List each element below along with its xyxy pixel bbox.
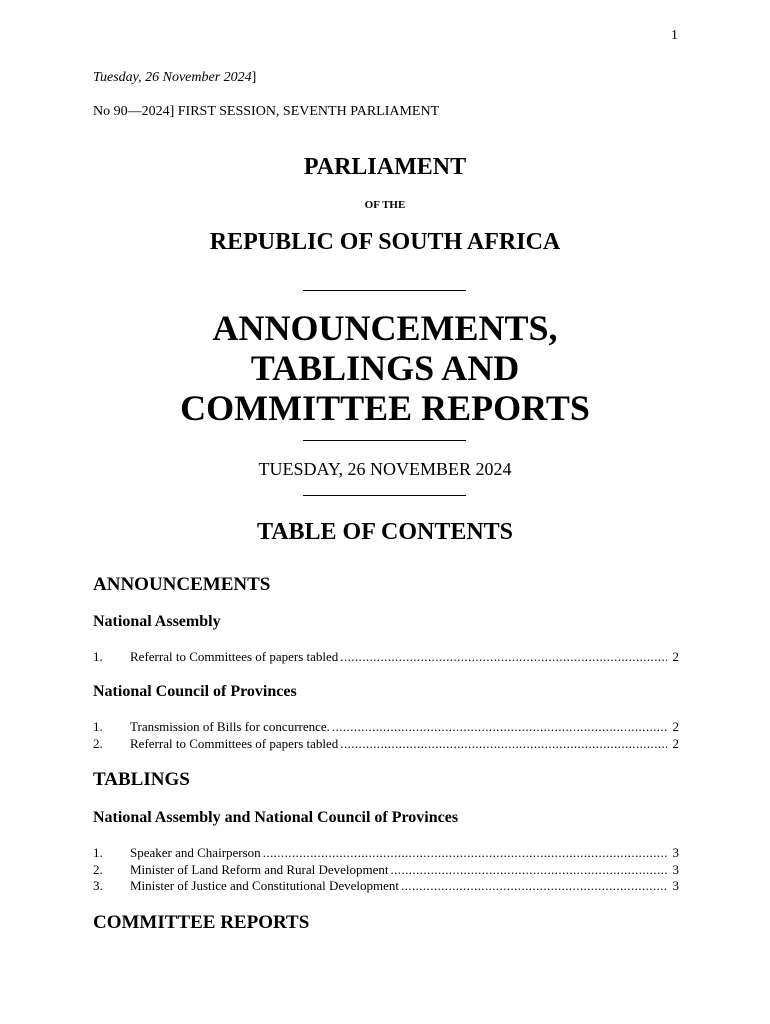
toc-leader-dots xyxy=(263,845,667,862)
toc-entry[interactable] xyxy=(93,862,679,879)
toc-leader-dots xyxy=(401,878,667,895)
toc-leader-dots xyxy=(332,719,667,736)
toc-entry-number: 1. xyxy=(93,649,103,664)
header-date-bracket: ] xyxy=(251,70,257,85)
main-title xyxy=(0,308,770,428)
divider-rule xyxy=(303,495,466,496)
toc-entry-text: Minister of Justice and Constitutional Development xyxy=(130,878,399,893)
toc-subsection-national-assembly: National Assembly xyxy=(93,613,221,630)
toc-entry-number: 1. xyxy=(93,719,103,734)
page-number: 1 xyxy=(671,28,678,43)
session-line: No 90—2024] FIRST SESSION, SEVENTH PARLIAMENT xyxy=(93,104,440,119)
toc-entry-text: Transmission of Bills for concurrence. xyxy=(130,719,330,734)
parliament-title: PARLIAMENT xyxy=(303,154,467,180)
divider-rule xyxy=(303,440,466,441)
divider-rule xyxy=(303,290,466,291)
toc-entry-text: Referral to Committees of papers tabled xyxy=(130,649,339,664)
toc-entry-text: Speaker and Chairperson xyxy=(130,845,261,860)
toc-entry[interactable] xyxy=(93,878,679,895)
toc-entry-page: 3 xyxy=(672,878,679,893)
toc-list xyxy=(93,649,679,666)
toc-subsection-ncop: National Council of Provinces xyxy=(93,683,297,700)
toc-section-tablings: TABLINGS xyxy=(93,769,190,790)
toc-subsection-na-and-ncop: National Assembly and National Council of Provinces xyxy=(93,809,459,826)
main-title-line-1: ANNOUNCEMENTS, xyxy=(212,308,558,348)
toc-entry-number: 2. xyxy=(93,861,103,877)
main-title-line-2: TABLINGS AND xyxy=(250,348,520,388)
toc-entry-text: Minister of Land Reform and Rural Development xyxy=(130,861,389,877)
toc-section-announcements: ANNOUNCEMENTS xyxy=(93,574,271,595)
toc-leader-dots xyxy=(391,862,667,879)
toc-entry[interactable] xyxy=(93,736,679,753)
toc-leader-dots xyxy=(340,736,666,753)
toc-entry-number: 1. xyxy=(93,845,103,860)
toc-list xyxy=(93,719,679,752)
republic-title: REPUBLIC OF SOUTH AFRICA xyxy=(209,229,561,255)
toc-entry-page: 2 xyxy=(672,735,679,751)
main-title-line-3: COMMITTEE REPORTS xyxy=(180,388,590,428)
toc-entry-number: 2. xyxy=(93,735,103,751)
toc-entry-page: 3 xyxy=(672,845,679,860)
header-date-text: Tuesday, 26 November 2024 xyxy=(93,70,252,85)
toc-leader-dots xyxy=(340,649,666,666)
toc-entry[interactable] xyxy=(93,649,679,666)
document-date: TUESDAY, 26 NOVEMBER 2024 xyxy=(258,459,512,479)
toc-entry-text: Referral to Committees of papers tabled xyxy=(130,735,339,751)
toc-heading: TABLE OF CONTENTS xyxy=(256,519,514,545)
toc-entry[interactable] xyxy=(93,719,679,736)
toc-entry[interactable] xyxy=(93,845,679,862)
toc-section-committee-reports: COMMITTEE REPORTS xyxy=(93,912,310,933)
toc-entry-page: 2 xyxy=(672,649,679,664)
toc-entry-page: 2 xyxy=(672,719,679,734)
toc-entry-number: 3. xyxy=(93,878,103,893)
toc-entry-page: 3 xyxy=(672,861,679,877)
of-the-label: OF THE xyxy=(364,199,406,211)
toc-list xyxy=(93,845,679,895)
header-date xyxy=(93,70,256,86)
